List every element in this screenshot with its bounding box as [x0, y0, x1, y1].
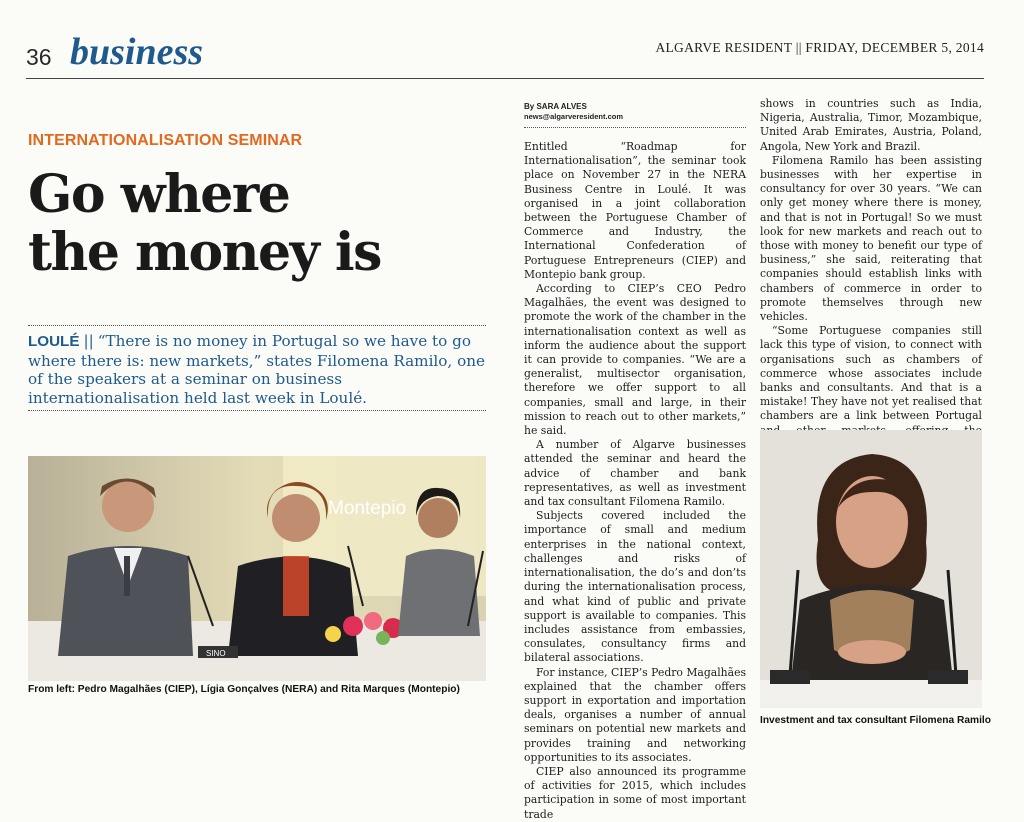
headline-line-1: Go where: [28, 164, 290, 225]
seminar-photo-illustration: [28, 456, 486, 681]
body-paragraph: “Some Portuguese companies still lack this type of vision, to connect with organisations such as chambers of commerce whose associates include banks and consultants. And that is a mistake! They have not yet realised that chambers are a link between Portugal: [760, 324, 982, 423]
body-paragraph: Entitled “Roadmap for Internationalisation”, the seminar took place on November 27 in the NERA Business Centre in Loulé. It was organised in a joint collaboration between the Portuguese Chamber of Commerce and Industry, the International Confederation of Portuguese Entrepreneurs (CIEP) and Montepio bank group.: [524, 140, 746, 281]
kicker: INTERNATIONALISATION SEMINAR: [28, 132, 303, 149]
byline: By SARA ALVES: [524, 102, 587, 111]
body-paragraph: According to CIEP’s CEO Pedro Magalhães, the event was designed to promote the work of the chamber in the internationalisation context as well as inform the audience about the support it can provide to companies. “We are a generalist, multisector organisation, therefore we offer support to all companies, small and large, in their mission to reach out to other markets,” he said.: [524, 282, 746, 438]
body-paragraph: CIEP also announced its programme of activities for 2015, which includes participation in some of most important trade: [524, 764, 746, 821]
body-paragraph: Filomena Ramilo has been assisting businesses with her expertise in consultancy for over 30 years. “We can only get money where there is money, and that is not in Portugal! So we must look for new markets and reach out to those with money to benefit our type of business,” she said, reiterating that companies should establish links with chambers of commerce in order to promote themselves through new vehicles.: [760, 153, 982, 324]
photo-caption-right: Investment and tax consultant Filomena Ramilo: [760, 715, 991, 726]
body-paragraph: shows in countries such as India, Nigeria, Australia, Timor, Mozambique, United Arab Emirates, Austria, Poland, Angola, New York and Brazil.: [760, 97, 982, 153]
body-paragraph: Subjects covered included the importance of small and medium enterprises in the national context, challenges and risks of internationalisation, the do’s and don’ts during the internationalisation process, and what kind of public and private support is available to companies. This includes assistance from embassies, consulates, consultancy firms and bilateral associations.: [524, 509, 746, 665]
dateline: LOULÉ: [28, 333, 80, 350]
body-paragraph: For instance, CIEP’s Pedro Magalhães explained that the chamber offers support in exportation and importation deals, organises a number of annual seminars on potential new markets and provides training and networking opportunities to its associates.: [524, 665, 746, 764]
seminar-photo: [28, 456, 486, 681]
headline-line-2: the money is: [28, 222, 381, 283]
standfirst: [28, 332, 490, 407]
divider: [28, 325, 486, 326]
mic-label: SINO: [206, 649, 226, 658]
portrait-photo: [760, 430, 982, 708]
masthead: ALGARVE RESIDENT || FRIDAY, DECEMBER 5, 2014: [655, 40, 984, 55]
section-title: business: [70, 31, 204, 73]
header-rule: [26, 78, 984, 79]
portrait-photo-illustration: [760, 430, 982, 708]
banner-text: Montepio: [328, 498, 407, 519]
divider: [28, 410, 486, 411]
divider: [524, 127, 746, 128]
body-column-middle: [524, 140, 746, 821]
body-paragraph: A number of Algarve businesses attended the seminar and heard the advice of chamber and bank representatives, as well as investment and tax consultant Filomena Ramilo.: [524, 438, 746, 509]
byline-email: news@algarveresident.com: [524, 112, 624, 121]
body-column-right: [760, 97, 982, 423]
dateline-separator: ||: [83, 332, 94, 350]
standfirst-text: “There is no money in Portugal so we have to go where there is: new markets,” states Filomena Ramilo, one of the speakers at a seminar on business internationalisation held last week in Loulé.: [28, 332, 485, 407]
photo-caption-left: From left: Pedro Magalhães (CIEP), Lígia Gonçalves (NERA) and Rita Marques (Montepio): [28, 684, 460, 695]
headline: [28, 166, 498, 282]
page-number: 36: [26, 44, 52, 70]
